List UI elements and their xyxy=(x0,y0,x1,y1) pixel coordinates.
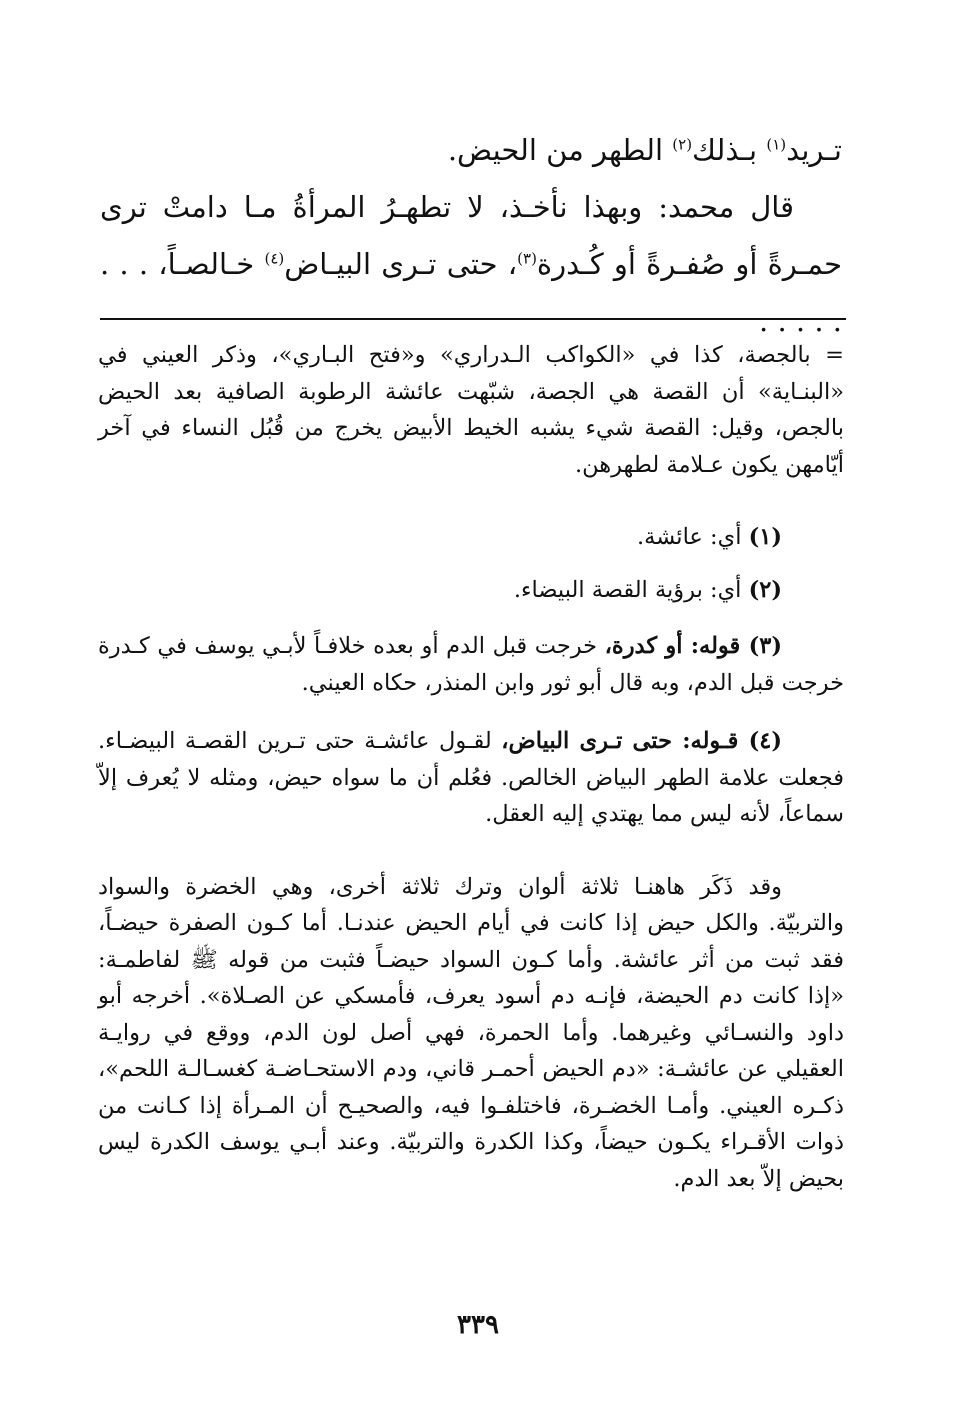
main-text xyxy=(100,122,842,350)
main-text-run: قال محمد: وبهذا نأخـذ، لا تطهـرُ المرأةُ مـا دامتْ ترى حمـرةً أو صُفـرةً أو كُـدرة xyxy=(100,190,842,281)
page-number: ٣٣٩ xyxy=(457,1310,499,1340)
main-word: بـذلك xyxy=(692,133,767,167)
footnote-label: قوله: أو كدرة، xyxy=(604,633,749,659)
footnote-1 xyxy=(98,519,844,556)
main-paragraph-1 xyxy=(100,122,842,179)
footnote-commentary: وقد ذَكَر هاهنـا ثلاثة ألوان وترك ثلاثة أخرى، وهي الخضرة والسواد والتربيّة. والكل حيض إذا كانت في أيام الحيض عندنـا. أما كـون الصفرة حيضـاً، فقد ثبت من أثر عائشة. وأما كـون السواد حيضـاً فثبت من قوله ﷺ لفاطمـة: «إذا كانت دم الحيضة، فإنـه دم أسود يعرف، فأمسكي عن الصـلاة». أخرجه أبو داود والنسـائي وغيرهما. وأما الحمرة، فهي أصل لون الدم، ووقع في روايـة العقيلي عن عائشـة: «دم الحيض أحمـر قاني، ودم الاستحـاضـة كغسـالـة اللحم»، ذكـره العيني. وأمـا الخضـرة، فاختلفـوا فيه، والصحيـح أن المـرأة إذا كـانت من ذوات الأقـراء يكـون حيضاً، وكذا الكدرة والتربيّة. وعند أبـي يوسف الكدرة ليس بحيض إلاّ بعد الدم. xyxy=(98,873,844,1192)
footnote-3 xyxy=(98,628,844,701)
main-text-run: ، حتى تـرى البيـاض xyxy=(284,247,518,281)
footnote-text: أي: عائشة. xyxy=(637,524,749,550)
footnote-ref-3: (٣) xyxy=(517,249,537,268)
footnote-ref-4: (٤) xyxy=(264,249,285,268)
footnote-number: (٢) xyxy=(748,576,782,603)
main-paragraph-2 xyxy=(100,179,842,350)
main-text-rest: الطهر من الحيض. xyxy=(447,133,673,167)
footnote-ref-2: (٢) xyxy=(672,135,693,154)
footnotes-section xyxy=(98,337,844,1197)
footnote-continuation: = بالجصة، كذا في «الكواكب الـدراري» و«فتح البـاري»، وذكر العيني في «البنـاية» أن القصة هي الجصة، شبّهت عائشة الرطوبة الصافية بعد الحيض بالجص، وقيل: القصة شيء يشبه الخيط الأبيض يخرج من قُبُل النساء في آخر أيّامهن يكون عـلامة لطهرهن. xyxy=(98,342,844,478)
footnote-ref-1: (١) xyxy=(766,135,787,154)
footnote-4 xyxy=(98,723,844,833)
footnote-number: (٣) xyxy=(748,633,782,659)
footnote-text: أي: برؤية القصة البيضاء. xyxy=(513,576,749,603)
footnote-number: (١) xyxy=(748,524,782,550)
footnote-2 xyxy=(98,572,844,609)
main-text-run: خـالصـاً، . . . . . . . . xyxy=(100,247,842,338)
main-word: تـريد xyxy=(786,133,842,167)
footnote-separator xyxy=(100,318,846,320)
footnote-text: لقـول عائشـة حتى تـرين القصـة البيضـاء. فجعلت علامة الطهر البياض الخالص. فعُلم أن ما سواه حيض، ومثله لا يُعرف إلاّ سماعاً، لأنه ليس مما يهتدي إليه العقل. xyxy=(98,728,844,827)
footnote-label: قـوله: حتى تـرى البياض، xyxy=(501,728,749,754)
footnote-number: (٤) xyxy=(748,728,782,754)
footnote-text: خرجت قبل الدم أو بعده خلافـاً لأبـي يوسف في كـدرة خرجت قبل الدم، وبه قال أبو ثور وابن المنذر، حكاه العيني. xyxy=(98,633,844,696)
